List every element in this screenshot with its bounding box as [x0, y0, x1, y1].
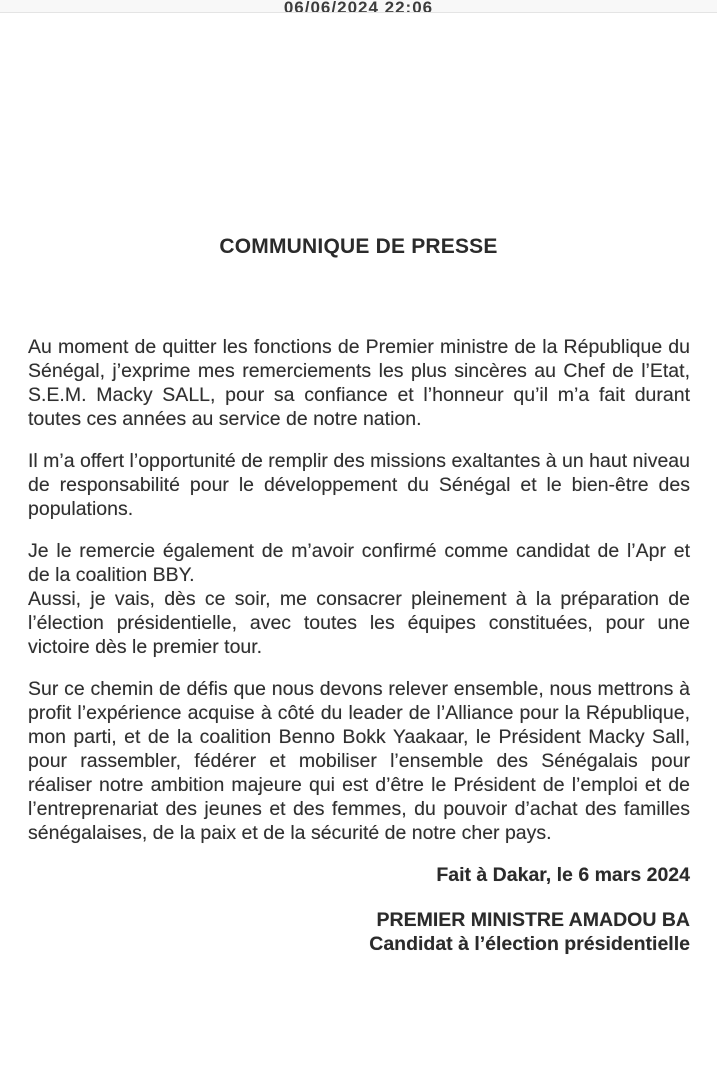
paragraph-1: Au moment de quitter les fonctions de Premier ministre de la République du Sénégal, j’exprime mes remerciements les plus sincères au Chef de l’Etat, S.E.M. Macky SALL, pour sa confiance et l’honneur qu’il m’a fait durant toutes ces années au service de notre nation.	[28, 336, 690, 430]
paragraph-5: Sur ce chemin de défis que nous devons relever ensemble, nous mettrons à profit l’expérience acquise à côté du leader de l’Alliance pour la République, mon parti, et de la coalition Benno Bokk Yaakaar, le Président Macky Sall, pour rassembler, fédérer et mobiliser l’ensemble des Sénégalais pour réaliser notre ambition majeure qui est d’être le Président de l’emploi et de l’entreprenariat des jeunes et des femmes, du pouvoir d’achat des familles sénégalaises, de la paix et de la sécurité de notre cher pays.	[28, 678, 690, 844]
paragraph-3: Je le remercie également de m’avoir confirmé comme candidat de l’Apr et de la coalition BBY.	[28, 540, 690, 586]
timestamp: 06/06/2024 22:06	[283, 0, 434, 13]
signature-name: PREMIER MINISTRE AMADOU BA	[376, 909, 690, 931]
signature-block	[0, 908, 717, 956]
dateline: Fait à Dakar, le 6 mars 2024	[436, 864, 690, 886]
paragraph-4: Aussi, je vais, dès ce soir, me consacrer pleinement à la préparation de l’élection présidentielle, avec toutes les équipes constituées, pour une victoire dès le premier tour.	[28, 588, 690, 658]
document-title: COMMUNIQUE DE PRESSE	[219, 235, 498, 258]
signature-role: Candidat à l’élection présidentielle	[369, 933, 690, 955]
document-body	[0, 335, 717, 845]
paragraph-2: Il m’a offert l’opportunité de remplir des missions exaltantes à un haut niveau de responsabilité pour le développement du Sénégal et le bien-être des populations.	[28, 450, 690, 520]
status-bar	[0, 0, 717, 13]
